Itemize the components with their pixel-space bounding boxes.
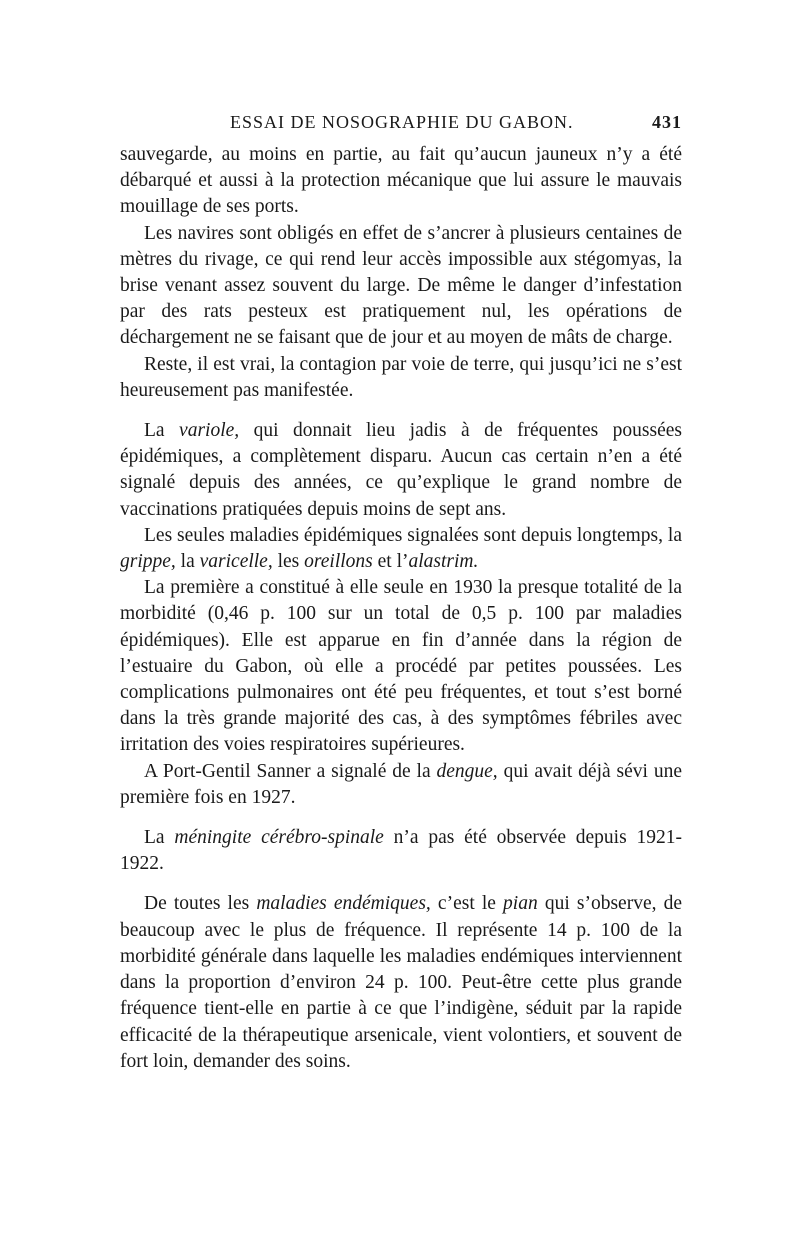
running-title: ESSAI DE NOSOGRAPHIE DU GABON.	[230, 112, 574, 132]
paragraph-3-text: Reste, il est vrai, la contagion par voie de terre, qui jusqu’ici ne s’est heureusement pas manifestée.	[120, 353, 682, 401]
paragraph-7-text-a: A Port-Gentil Sanner a signalé de la	[144, 760, 437, 782]
paragraph-9-text-a: De toutes les	[144, 893, 257, 915]
term-dengue: dengue,	[436, 760, 498, 782]
paragraph-9-text-c: c’est le	[430, 893, 504, 915]
term-grippe: grippe,	[120, 551, 176, 573]
paragraph-1	[120, 142, 682, 221]
term-variole: variole,	[179, 420, 240, 442]
term-alastrim: alastrim.	[408, 551, 479, 573]
paragraph-7	[120, 759, 682, 811]
paragraph-5-text-e: les	[272, 551, 305, 573]
paragraph-9-text-e: qui s’observe, de beaucoup avec le plus de fréquence. Il représente 14 p. 100 de la morbidité générale dans laquelle les maladies endémiques interviennent dans la proportion d’environ 24 p. 100. Peut-être cette plus grande fréquence tient-elle en partie à ce que l’indigène, séduit par la rapide efficacité de la thérapeutique arsenicale, vient volontiers, et souvent de fort loin, demander des soins.	[120, 893, 682, 1072]
term-maladies-endemiques: maladies endémiques,	[256, 893, 431, 915]
paragraph-5-text-c: la	[175, 551, 200, 573]
book-page	[120, 112, 682, 1075]
paragraph-6-text: La première a constitué à elle seule en 1930 la presque totalité de la morbidité (0,46 p. 100 sur un total de 0,5 p. 100 par maladies épidémiques). Elle est apparue en fin d’année dans la région de l’estuaire du Gabon, où elle a procédé par petites poussées. Les complications pulmonaires ont été peu fréquentes, et tout s’est borné dans la très grande majorité des cas, à des symptômes fébriles avec irritation des voies respiratoires supérieures.	[120, 577, 682, 756]
paragraph-5-text-a: Les seules maladies épidémiques signalées sont depuis longtemps, la	[144, 524, 682, 546]
paragraph-6	[120, 575, 682, 758]
term-oreillons: oreillons	[304, 551, 373, 573]
paragraph-2	[120, 221, 682, 352]
body-text	[120, 142, 682, 1075]
term-pian: pian	[503, 893, 538, 915]
page-number: 431	[652, 112, 682, 132]
paragraph-9	[120, 891, 682, 1074]
paragraph-7-text-c: qui avait déjà sévi une première fois en 1927.	[120, 760, 682, 808]
term-meningite: méningite cérébro-spinale	[174, 827, 384, 849]
paragraph-5	[120, 523, 682, 575]
paragraph-4-text-a: La	[144, 420, 180, 442]
paragraph-1-text: sauvegarde, au moins en partie, au fait qu’aucun jauneux n’y a été débarqué et aussi à la protection mécanique que lui assure le mauvais mouillage de ses ports.	[120, 144, 682, 218]
paragraph-3	[120, 352, 682, 404]
page-header	[120, 112, 682, 142]
paragraph-4	[120, 418, 682, 523]
paragraph-8	[120, 825, 682, 877]
paragraph-2-text: Les navires sont obligés en effet de s’ancrer à plusieurs centaines de mètres du rivage, ce qui rend leur accès impossible aux stégomyas, la brise venant assez souvent du large. De même le danger d’infestation par des rats pesteux est pratiquement nul, les opérations de déchargement ne se faisant que de jour et au moyen de mâts de charge.	[120, 222, 682, 349]
term-varicelle: varicelle,	[199, 551, 273, 573]
paragraph-8-text-c: n’a pas été observée depuis 1921-1922.	[120, 827, 682, 875]
paragraph-8-text-a: La	[144, 827, 175, 849]
paragraph-4-text-c: qui donnait lieu jadis à de fréquentes poussées épidémiques, a complètement disparu. Aucun cas certain n’en a été signalé depuis des années, ce qu’explique le grand nombre de vaccinations pratiquées depuis moins de sept ans.	[120, 420, 682, 520]
paragraph-5-text-g: et l’	[372, 551, 409, 573]
